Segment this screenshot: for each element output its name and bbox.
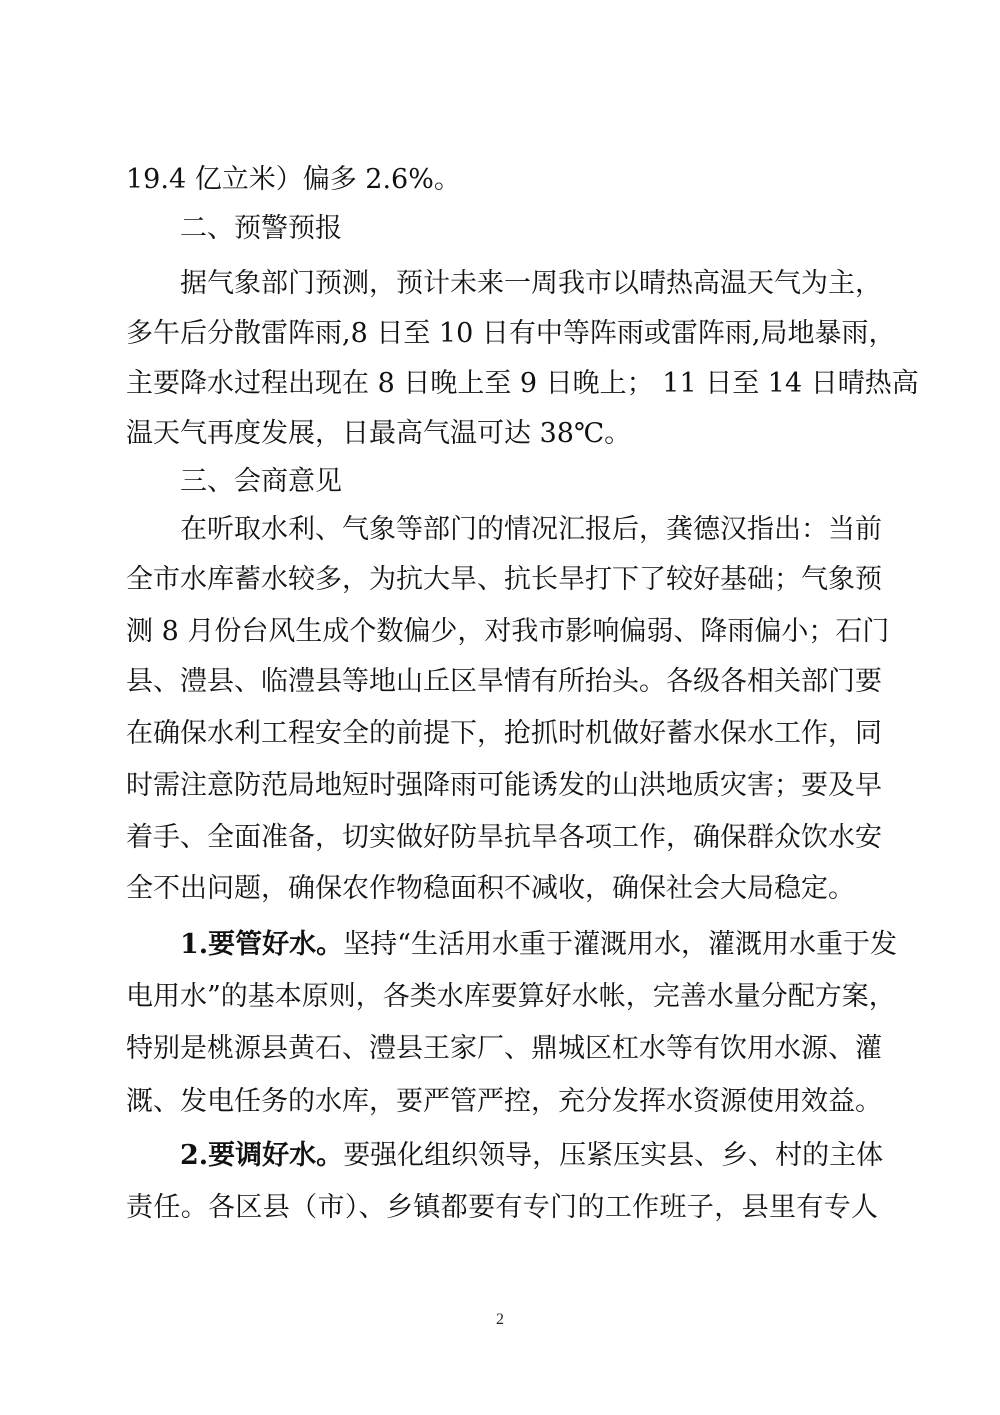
page-number: 2	[496, 1311, 504, 1328]
item-2-text: 要强化组织领导，压紧压实县、乡、村的主体	[343, 1140, 884, 1171]
continuation-line: 19.4 亿立米）偏多 2.6%。	[126, 164, 461, 195]
paragraph-line: 责任。各区县（市）、乡镇都要有专门的工作班子，县里有专人	[126, 1192, 878, 1223]
paragraph-line: 时需注意防范局地短时强降雨可能诱发的山洪地质灾害；要及早	[126, 770, 882, 801]
section-heading-forecast: 二、预警预报	[180, 213, 342, 244]
section-heading-opinions: 三、会商意见	[180, 466, 342, 497]
paragraph-line: 电用水”的基本原则，各类水库要算好水帐，完善水量分配方案，	[126, 981, 896, 1012]
paragraph-line: 多午后分散雷阵雨,8 日至 10 日有中等阵雨或雷阵雨,局地暴雨，	[126, 318, 896, 349]
paragraph-line: 在确保水利工程安全的前提下，抢抓时机做好蓄水保水工作，同	[126, 718, 882, 749]
paragraph-line: 主要降水过程出现在 8 日晚上至 9 日晚上； 11 日至 14 日晴热高	[126, 368, 919, 399]
item-2-first-line	[180, 1136, 884, 1176]
paragraph-line: 温天气再度发展，日最高气温可达 38℃。	[126, 418, 632, 449]
paragraph-line: 县、澧县、临澧县等地山丘区旱情有所抬头。各级各相关部门要	[126, 666, 882, 697]
item-1-first-line	[180, 925, 897, 965]
paragraph-line: 着手、全面准备，切实做好防旱抗旱各项工作，确保群众饮水安	[126, 822, 882, 853]
item-2-title: 2.要调好水。	[180, 1140, 344, 1171]
paragraph-line: 全市水库蓄水较多，为抗大旱、抗长旱打下了较好基础；气象预	[126, 564, 882, 595]
paragraph-line: 测 8 月份台风生成个数偏少，对我市影响偏弱、降雨偏小；石门	[126, 616, 890, 647]
paragraph-line: 在听取水利、气象等部门的情况汇报后，龚德汉指出：当前	[180, 514, 882, 545]
item-1-text: 坚持“生活用水重于灌溉用水，灌溉用水重于发	[343, 929, 897, 960]
paragraph-line: 据气象部门预测，预计未来一周我市以晴热高温天气为主，	[180, 268, 882, 299]
item-1-title: 1.要管好水。	[180, 929, 344, 960]
paragraph-line: 特别是桃源县黄石、澧县王家厂、鼎城区杠水等有饮用水源、灌	[126, 1033, 882, 1064]
paragraph-line: 溉、发电任务的水库，要严管严控，充分发挥水资源使用效益。	[126, 1086, 882, 1117]
paragraph-line: 全不出问题，确保农作物稳面积不减收，确保社会大局稳定。	[126, 873, 855, 904]
